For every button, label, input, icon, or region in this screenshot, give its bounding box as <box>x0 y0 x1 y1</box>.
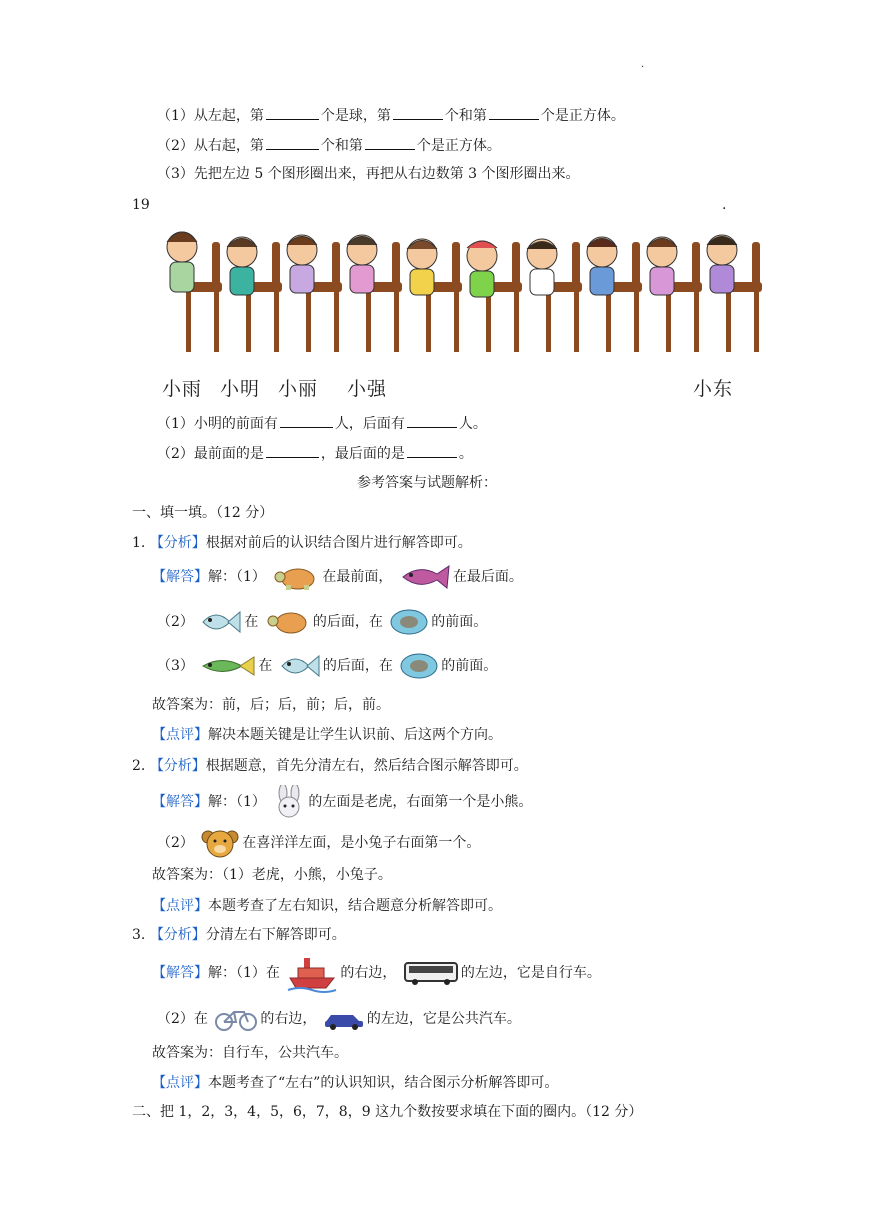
blank-5[interactable] <box>365 136 415 150</box>
ball-fish-icon <box>389 608 429 636</box>
blank-9[interactable] <box>407 444 457 458</box>
a1-comment: 【点评】解决本题关键是让学生认识前、后这两个方向。 <box>152 727 502 743</box>
car-icon <box>323 1007 365 1031</box>
q19-line-1: （1）小明的前面有 人，后面有 人。 <box>157 416 487 432</box>
bicycle-icon <box>214 1006 258 1032</box>
blank-3[interactable] <box>489 106 539 120</box>
blank-8[interactable] <box>266 444 319 458</box>
a2-answer-line-2: （2） 在喜洋洋左面，是小兔子右面第一个。 <box>157 825 480 861</box>
fish-icon <box>279 650 321 682</box>
a1-answer-line-1: 【解答】解：（1） 在最前面， 在最后面。 <box>152 560 523 594</box>
ship-icon <box>286 952 338 994</box>
section-1-heading: 一、填一填。（12 分） <box>132 505 274 521</box>
rabbit-icon <box>272 785 306 819</box>
long-fish-icon <box>200 653 256 679</box>
section-2-heading: 二、把 1，2，3，4，5，6，7，8，9 这九个数按要求填在下面的圈内。（12 分） <box>132 1104 643 1120</box>
a2-final: 故答案为：（1）老虎，小熊，小兔子。 <box>152 867 392 883</box>
a1-analysis: 1. 【分析】根据对前后的认识结合图片进行解答即可。 <box>132 535 472 551</box>
name-xiaoyu: 小雨 <box>162 378 203 400</box>
a1-answer-line-2: （2） 在 的后面，在 的前面。 <box>157 604 487 640</box>
a1-final: 故答案为：前，后；后，前；后，前。 <box>152 697 390 713</box>
name-xiaodong: 小东 <box>693 378 734 400</box>
children-illustration <box>152 222 772 372</box>
a3-answer-line-2: （2）在 的右边， 的左边，它是公共汽车。 <box>157 1002 521 1036</box>
a3-comment: 【点评】本题考查了“左右”的认识知识，结合图示分析解答即可。 <box>152 1075 559 1091</box>
name-xiaoqiang: 小强 <box>347 378 388 400</box>
a2-answer-line-1: 【解答】解：（1） 的左面是老虎，右面第一个是小熊。 <box>152 784 532 820</box>
q19-dot: . <box>722 197 727 213</box>
blank-1[interactable] <box>266 106 319 120</box>
a1-answer-line-3: （3） 在 的后面，在 的前面。 <box>157 648 497 684</box>
name-xiaoming: 小明 <box>220 378 261 400</box>
a3-analysis: 3. 【分析】分清左右下解答即可。 <box>132 927 346 943</box>
q18-line-1: （1）从左起，第 个是球，第 个和第 个是正方体。 <box>157 108 625 124</box>
blank-7[interactable] <box>407 414 457 428</box>
a2-comment: 【点评】本题考查了左右知识，结合题意分析解答即可。 <box>152 898 502 914</box>
q19-number: 19 <box>132 197 150 213</box>
ball-fish-icon <box>399 652 439 680</box>
bus-icon <box>403 960 459 986</box>
children-on-chairs-illustration <box>152 222 772 404</box>
turtle-icon <box>272 563 320 591</box>
answers-title: 参考答案与试题解析： <box>357 475 497 491</box>
blank-4[interactable] <box>266 136 319 150</box>
page-mark: . <box>641 59 645 70</box>
tropical-fish-icon <box>399 562 451 592</box>
turtle-icon <box>265 607 311 637</box>
q19-line-2: （2）最前面的是 ，最后面的是 。 <box>157 446 473 462</box>
a3-final: 故答案为：自行车，公共汽车。 <box>152 1045 348 1061</box>
name-xiaoli: 小丽 <box>278 378 319 400</box>
bear-icon <box>200 827 240 859</box>
q18-line-2: （2）从右起，第 个和第 个是正方体。 <box>157 138 501 154</box>
fish-icon <box>200 606 242 638</box>
blank-6[interactable] <box>280 414 333 428</box>
a2-analysis: 2. 【分析】根据题意，首先分清左右，然后结合图示解答即可。 <box>132 758 528 774</box>
q18-line-3: （3）先把左边 5 个图形圈出来，再把从右边数第 3 个图形圈出来。 <box>157 166 580 182</box>
a3-answer-line-1: 【解答】解：（1）在 的右边， 的左边，它是自行车。 <box>152 950 601 996</box>
blank-2[interactable] <box>393 106 443 120</box>
